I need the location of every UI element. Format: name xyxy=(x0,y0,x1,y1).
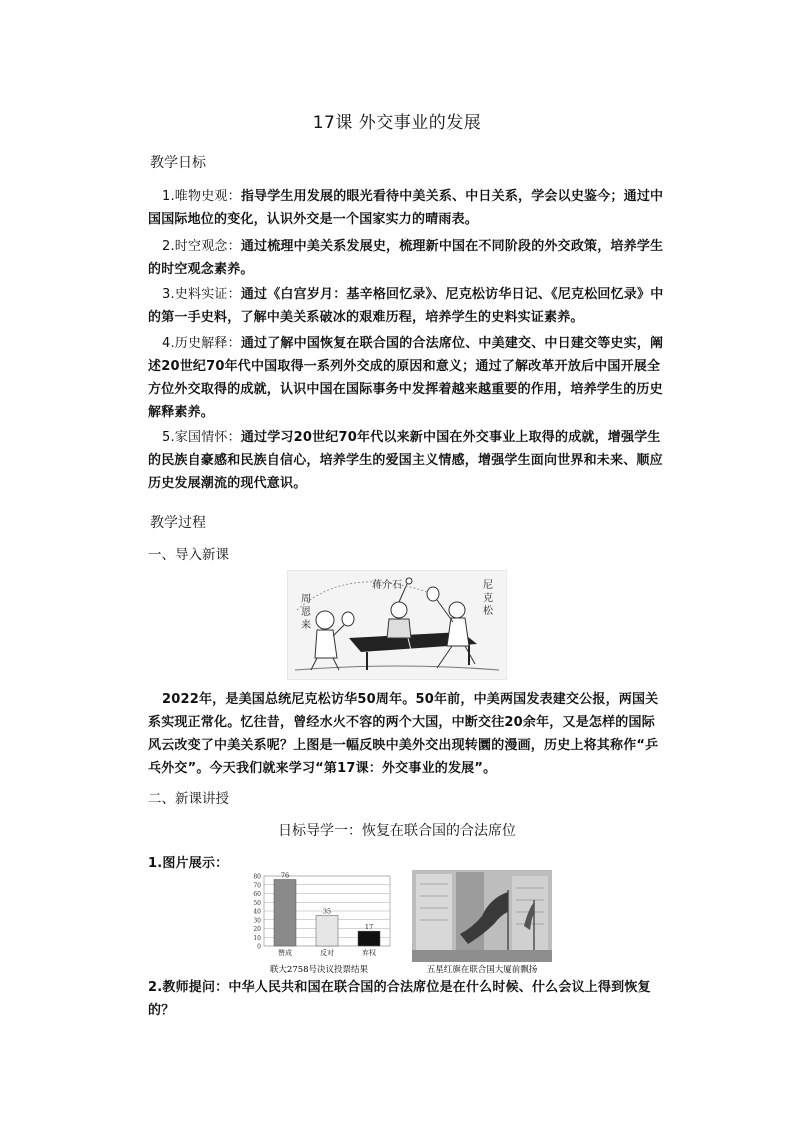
cartoon-label-middle: 蒋介石 xyxy=(372,580,402,591)
goal-lead: 2.时空观念： xyxy=(162,239,241,254)
cartoon-label-right-char: 克 xyxy=(483,593,493,604)
chart-bar xyxy=(274,880,296,947)
chart-data-label: 35 xyxy=(322,907,332,916)
chart-bar xyxy=(358,931,380,946)
vote-bar-chart xyxy=(244,870,394,976)
goal-body: 通过梳理中美关系发展史，梳理新中国在不同阶段的外交政策，培养学生的时空观念素养。 xyxy=(148,239,664,277)
goal-paragraph-2 xyxy=(148,235,668,281)
cartoon-label-right-char: 松 xyxy=(483,606,493,617)
goal-lead: 3.史料实证： xyxy=(162,287,241,302)
chart-category-label: 反对 xyxy=(320,949,334,957)
ping-pong-cartoon xyxy=(287,570,507,680)
chart-data-label: 76 xyxy=(280,871,290,880)
cartoon-label-left-char: 周 xyxy=(301,594,311,605)
goal-paragraph-5 xyxy=(148,426,668,495)
cartoon-label-left-char: 恩 xyxy=(301,607,311,618)
goal-paragraph-3 xyxy=(148,283,668,329)
goal-lead: 5.家国情怀： xyxy=(162,430,241,445)
question-2: 2.教师提问：中华人民共和国在联合国的合法席位是在什么时候、什么会议上得到恢复的？ xyxy=(148,980,651,1018)
goal-body: 指导学生用发展的眼光看待中美关系、中日关系，学会以史鉴今；通过中国国际地位的变化，认识外交是一个国家实力的晴雨表。 xyxy=(148,189,664,227)
chart-ytick-label: 80 xyxy=(253,873,261,881)
un-flag-photo xyxy=(412,870,552,976)
chart-ytick-label: 60 xyxy=(253,891,261,898)
lesson-title: 17课 外交事业的发展 xyxy=(312,113,482,133)
goal-lead: 1.唯物史观： xyxy=(162,189,241,204)
chart-bar xyxy=(316,915,338,946)
chart-ytick-label: 30 xyxy=(253,917,261,925)
goal-lead: 4.历史解释： xyxy=(162,336,241,351)
cartoon-label-right-char: 尼 xyxy=(483,580,493,591)
chart-ytick-label: 70 xyxy=(253,882,261,890)
goal-body: 通过学习20世纪70年代以来新中国在外交事业上取得的成就，增强学生的民族自豪感和民族自信心，培养学生的爱国主义情感，增强学生面向世界和未来、顺应历史发展潮流的现代意识。 xyxy=(148,430,663,491)
chart-ytick-label: 20 xyxy=(253,926,261,933)
section-process-heading: 教学过程 xyxy=(150,515,206,531)
goal-body: 通过《白宫岁月：基辛格回忆录》、尼克松访华日记、《尼克松回忆录》中的第一手史料，了解中美关系破冰的艰难历程，培养学生的史料实证素养。 xyxy=(148,287,664,325)
goal-paragraph-1 xyxy=(148,185,668,231)
target1-heading: 日标导学一：恢复在联合国的合法席位 xyxy=(278,823,516,839)
intro-text: 2022年，是美国总统尼克松访华50周年。50年前，中美两国发表建交公报，两国关系实现正常化。忆往昔，曾经水火不容的两个大国，中断交往20余年，又是怎样的国际风云改变了中美关系呢？上图是一幅反映中美外交出现转圜的漫画，历史上将其称作“乒乓外交”。今天我们就来学习“第17课：外交事业的发展”。 xyxy=(148,692,659,776)
chart-data-label: 17 xyxy=(364,923,374,932)
goal-paragraph-4 xyxy=(148,332,668,424)
chart-ytick-label: 40 xyxy=(253,908,261,916)
chart-caption: 联大2758号决议投票结果 xyxy=(269,965,369,975)
part1-heading: 一、导入新课 xyxy=(148,547,229,563)
part2-heading: 二、新课讲授 xyxy=(148,791,229,807)
chart-category-label: 赞成 xyxy=(278,949,292,957)
section-goals-heading: 教学日标 xyxy=(150,155,206,171)
question-1: 1.图片展示： xyxy=(148,856,229,871)
intro-paragraph xyxy=(148,688,668,780)
chart-category-label: 弃权 xyxy=(362,949,376,957)
chart-ytick-label: 50 xyxy=(253,899,261,907)
goal-body: 通过了解中国恢复在联合国的合法席位、中美建交、中日建交等史实，阐述20世纪70年代中国取得一系列外交成的原因和意义；通过了解改革开放后中国开展全方位外交取得的成就，认识中国在国际事务中发挥着越来越重要的作用，培养学生的历史解释素养。 xyxy=(148,336,664,420)
cartoon-label-left-char: 来 xyxy=(301,620,311,631)
photo-caption: 五星红旗在联合国大厦前飘扬 xyxy=(426,965,538,975)
chart-ytick-label: 10 xyxy=(253,934,261,942)
chart-ytick-label: 0 xyxy=(257,943,261,951)
chart-bars xyxy=(274,872,380,958)
